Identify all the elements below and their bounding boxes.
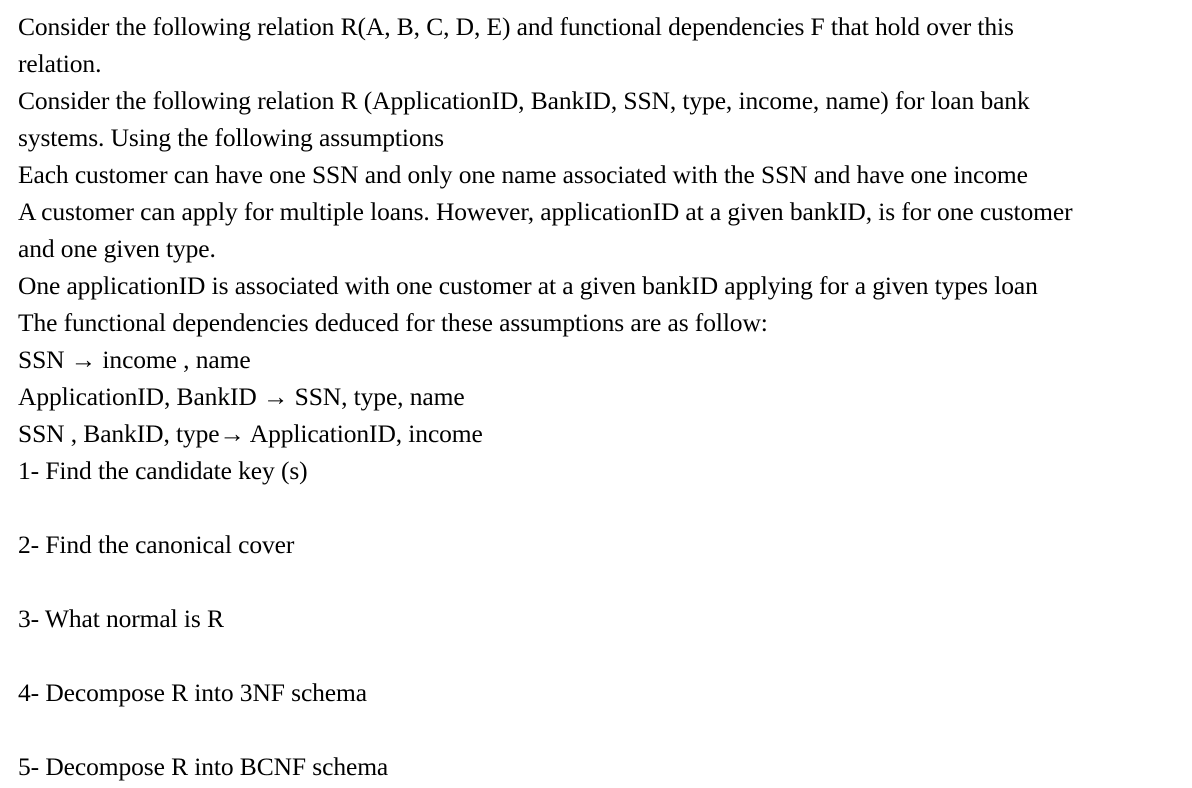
functional-dependency: SSN , BankID, type→ ApplicationID, income (18, 419, 483, 448)
fd-intro: The functional dependencies deduced for these assumptions are as follow: (18, 308, 768, 337)
relation-text-line-2: systems. Using the following assumptions (18, 123, 444, 152)
assumption-1: Each customer can have one SSN and only one name associated with the SSN and have one income (18, 160, 1028, 189)
assumption-2-line-2: and one given type. (18, 234, 216, 263)
answer-space (18, 711, 1188, 748)
answer-space (18, 489, 1188, 526)
question-2: 2- Find the canonical cover (18, 530, 295, 559)
question-3: 3- What normal is R (18, 604, 224, 633)
assumption-2-line-1: A customer can apply for multiple loans. However, applicationID at a given bankID, is for one customer (18, 197, 1073, 226)
assumption-3: One applicationID is associated with one customer at a given bankID applying for a given types loan (18, 271, 1038, 300)
intro-text-line-1: Consider the following relation R(A, B, C, D, E) and functional dependencies F that hold over this (18, 12, 1014, 41)
functional-dependency: ApplicationID, BankID → SSN, type, name (18, 382, 465, 411)
functional-dependency: SSN → income , name (18, 345, 251, 374)
relation-text-line-1: Consider the following relation R (ApplicationID, BankID, SSN, type, income, name) for loan bank (18, 86, 1030, 115)
answer-space (18, 563, 1188, 600)
document-body (18, 8, 1188, 785)
question-4: 4- Decompose R into 3NF schema (18, 678, 367, 707)
intro-text-line-2: relation. (18, 49, 102, 78)
question-5: 5- Decompose R into BCNF schema (18, 752, 389, 781)
question-1: 1- Find the candidate key (s) (18, 456, 308, 485)
answer-space (18, 637, 1188, 674)
